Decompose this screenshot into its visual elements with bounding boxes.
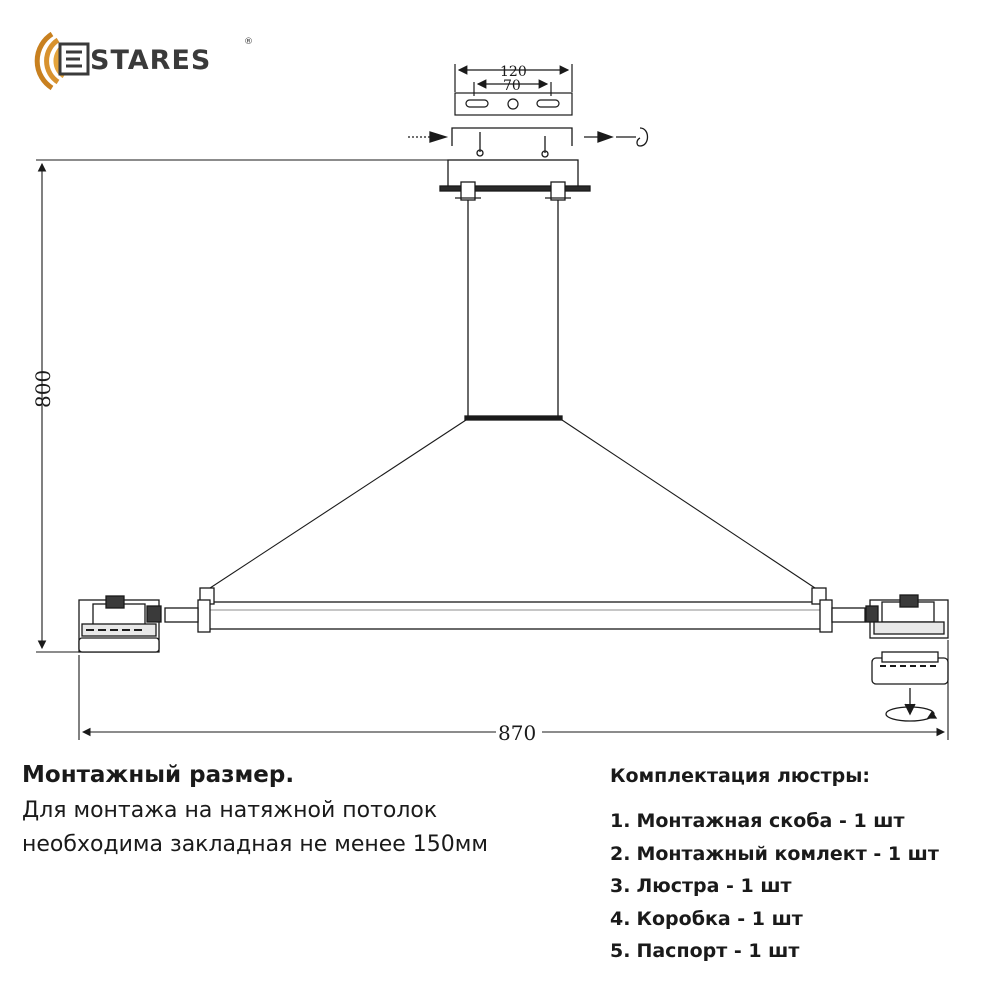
kit-item-number: 3. — [610, 875, 631, 897]
kit-item-box — [610, 903, 995, 936]
bracket-outer-dimension: 120 — [500, 64, 527, 80]
kit-item-bracket — [610, 805, 995, 838]
mounting-caption — [22, 762, 602, 862]
bracket-side-view — [408, 128, 648, 157]
kit-item-text: Коробка - 1 шт — [636, 907, 803, 930]
kit-list — [610, 805, 995, 968]
height-dimension-line — [36, 160, 448, 652]
kit-item-number: 1. — [610, 810, 631, 832]
width-dimension: 870 — [498, 721, 537, 745]
kit-item-text: Монтажная скоба - 1 шт — [636, 810, 905, 832]
kit-item-number: 2. — [610, 842, 631, 865]
logo-text: STARES — [90, 45, 212, 76]
registered-mark: ® — [244, 37, 253, 47]
kit-item-text: Паспорт - 1 шт — [636, 940, 800, 962]
kit-item-text: Люстра - 1 шт — [636, 875, 792, 897]
light-bar — [165, 588, 865, 632]
ceiling-canopy — [440, 160, 590, 200]
suspension-rods — [465, 200, 562, 420]
kit-item-text: Монтажный комлект - 1 шт — [636, 842, 939, 865]
caption-line-2: необходима закладная не менее 150мм — [22, 832, 488, 857]
kit-title: Комплектация люстры: — [610, 765, 871, 787]
brand-logo — [37, 34, 253, 88]
height-dimension: 800 — [31, 369, 55, 408]
caption-title: Монтажный размер. — [22, 762, 295, 788]
kit-item-passport — [610, 935, 995, 968]
right-end-unit — [866, 595, 948, 721]
suspension-cables — [207, 420, 818, 590]
left-end-unit — [79, 596, 161, 652]
kit-contents — [610, 765, 995, 968]
caption-line-1: Для монтажа на натяжной потолок — [22, 798, 438, 823]
kit-item-chandelier — [610, 870, 995, 903]
kit-item-number: 5. — [610, 940, 631, 962]
kit-item-number: 4. — [610, 907, 631, 930]
bracket-inner-dimension: 70 — [503, 78, 521, 94]
kit-item-mounting-set — [610, 838, 995, 871]
